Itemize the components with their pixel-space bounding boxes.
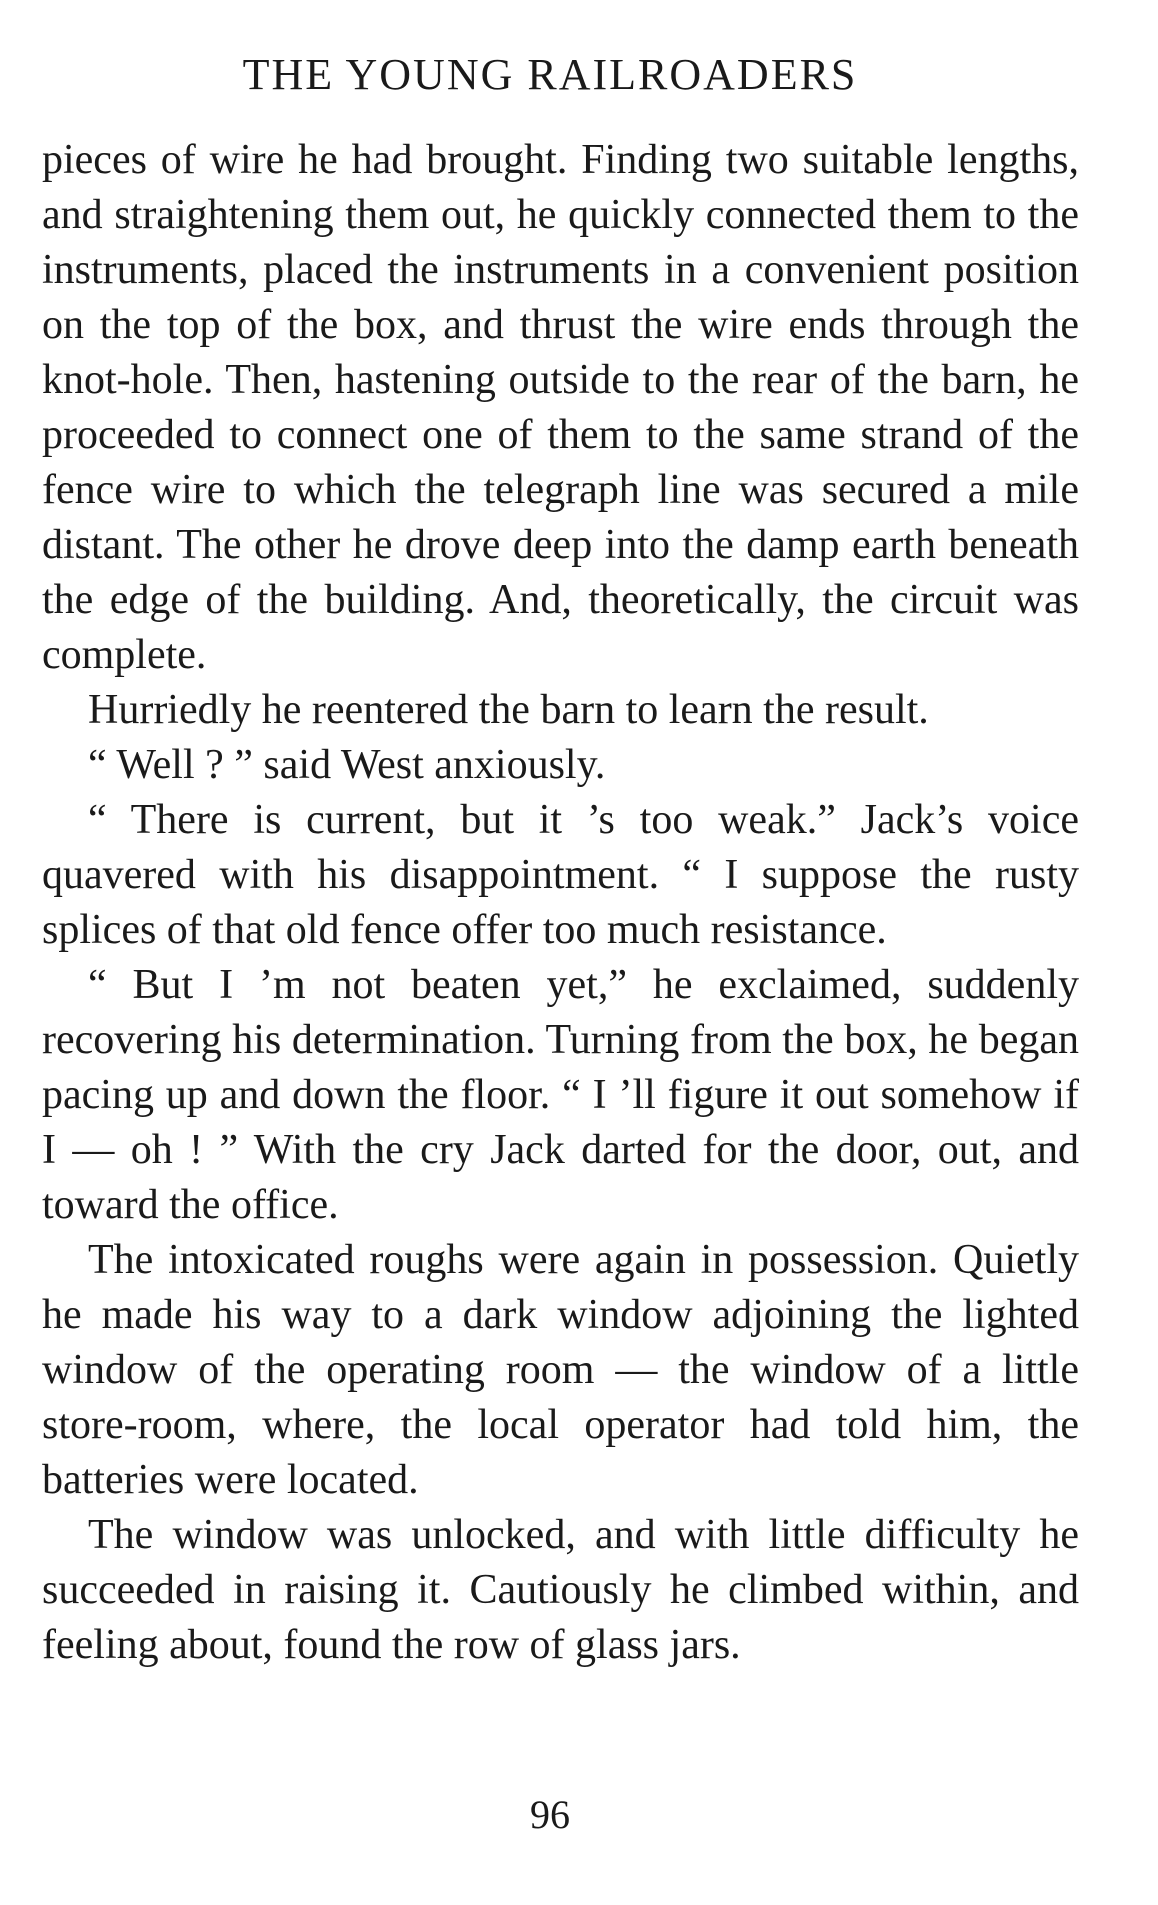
paragraph: “ Well ? ” said West anxiously.	[88, 742, 606, 788]
paragraph: The window was unlocked, and with little difficulty he succeeded in raising it. Cautiously he climbed within, and feeling about, found the row of glass jars.	[42, 1512, 1079, 1668]
page-number: 96	[530, 1792, 570, 1837]
body-text	[42, 133, 1079, 1673]
paragraph: The intoxicated roughs were again in possession. Quietly he made his way to a dark window adjoining the lighted window of the operating room — the window of a little store-room, where, the local operator had told him, the batteries were located.	[42, 1237, 1079, 1503]
running-head: THE YOUNG RAILROADERS	[242, 50, 858, 99]
paragraph-continued: pieces of wire he had brought. Finding two suitable lengths, and straightening them out, he quickly connected them to the instruments, placed the instruments in a convenient position on the top of the box, and thrust the wire ends through the knot-hole. Then, hastening outside to the rear of the barn, he proceeded to connect one of them to the same strand of the fence wire to which the telegraph line was secured a mile distant. The other he drove deep into the damp earth beneath the edge of the building. And, theoretically, the circuit was complete.	[42, 137, 1079, 678]
paragraph: Hurriedly he reentered the barn to learn the result.	[88, 687, 929, 733]
paragraph: “ But I ’m not beaten yet,” he exclaimed, suddenly recovering his determination. Turning from the box, he began pacing up and down the floor. “ I ’ll figure it out somehow if I — oh ! ” With the cry Jack darted for the door, out, and toward the office.	[42, 962, 1079, 1228]
paragraph: “ There is current, but it ’s too weak.” Jack’s voice quavered with his disappointment. “ I suppose the rusty splices of that old fence offer too much resistance.	[42, 797, 1079, 953]
